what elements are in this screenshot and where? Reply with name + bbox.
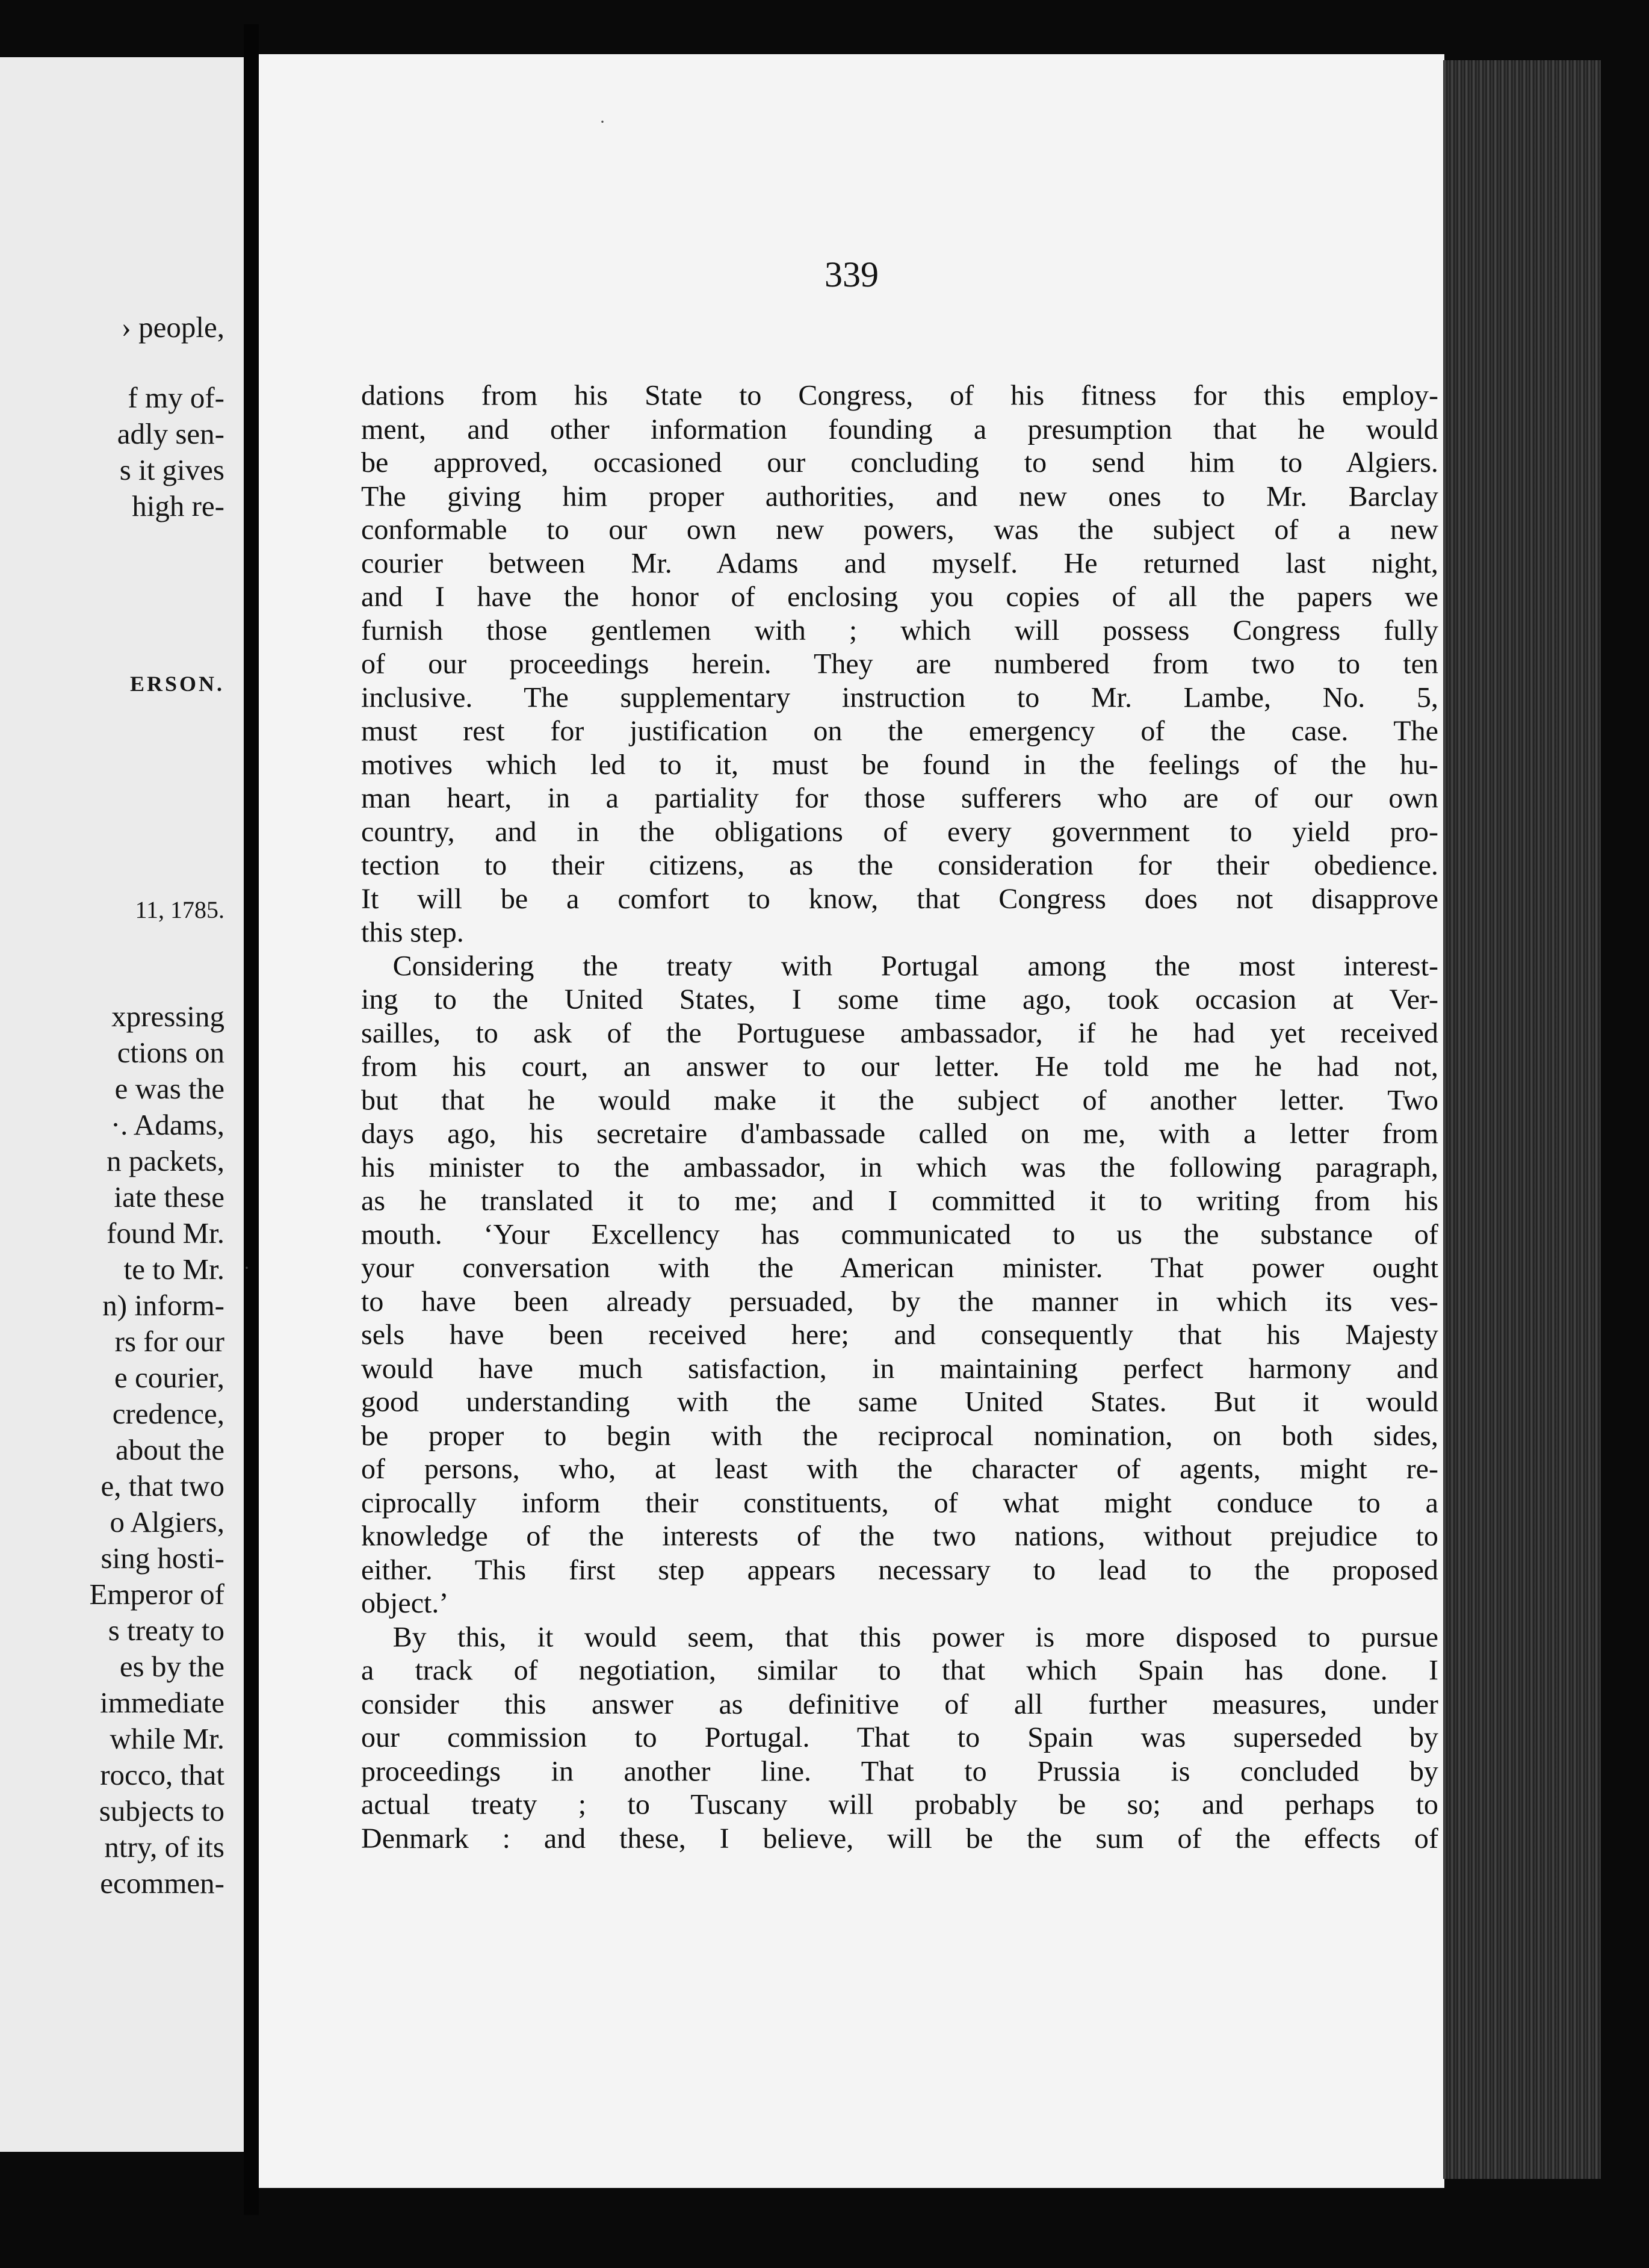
text-line: courier between Mr. Adams and myself. He returned last night, bbox=[361, 547, 1438, 580]
left-fragment: e courier, bbox=[114, 1361, 224, 1394]
text-line: our commission to Portugal. That to Spain was superseded by bbox=[361, 1721, 1438, 1753]
text-line: but that he would make it the subject of another letter. Two bbox=[361, 1084, 1438, 1116]
text-line: mouth. ‘Your Excellency has communicated to us the substance of bbox=[361, 1218, 1438, 1250]
left-fragment: while Mr. bbox=[110, 1722, 224, 1755]
text-line: country, and in the obligations of every government to yield pro- bbox=[361, 816, 1438, 848]
text-line: be proper to begin with the reciprocal nomination, on both sides, bbox=[361, 1419, 1438, 1452]
page-edge-stack bbox=[1443, 60, 1601, 2179]
text-line: Denmark : and these, I believe, will be the sum of the effects of bbox=[361, 1822, 1438, 1854]
text-line: of persons, who, at least with the character of agents, might re- bbox=[361, 1453, 1438, 1486]
body-text bbox=[361, 379, 1438, 1855]
left-fragment: iate these bbox=[114, 1180, 224, 1213]
text-line: ing to the United States, I some time ago, took occasion at Ver- bbox=[361, 984, 1438, 1015]
text-line: must rest for justification on the emergency of the case. The bbox=[361, 715, 1438, 747]
text-line: Considering the treaty with Portugal among the most interest- bbox=[392, 950, 1438, 982]
left-fragment: about the bbox=[116, 1433, 224, 1466]
left-fragment: te to Mr. bbox=[123, 1253, 224, 1286]
left-fragment: o Algiers, bbox=[110, 1505, 224, 1538]
text-line: a track of negotiation, similar to that which Spain has done. I bbox=[361, 1654, 1438, 1687]
facing-page-fragment bbox=[0, 57, 244, 2152]
text-line: furnish those gentlemen with ; which will possess Congress fully bbox=[361, 615, 1438, 646]
text-line: and I have the honor of enclosing you copies of all the papers we bbox=[361, 581, 1438, 613]
left-fragment: s it gives bbox=[119, 453, 224, 486]
paper-speck: · bbox=[244, 1258, 250, 1278]
text-line: your conversation with the American minister. That power ought bbox=[361, 1252, 1438, 1284]
left-fragment: sing hosti- bbox=[101, 1541, 224, 1575]
left-fragment: ntry, of its bbox=[104, 1830, 224, 1864]
text-line: be approved, occasioned our concluding to send him to Algiers. bbox=[361, 447, 1438, 479]
text-line: inclusive. The supplementary instruction to Mr. Lambe, No. 5, bbox=[361, 681, 1438, 714]
text-line: conformable to our own new powers, was the subject of a new bbox=[361, 513, 1438, 546]
left-fragment: e, that two bbox=[101, 1469, 224, 1502]
page-number: 339 bbox=[824, 255, 879, 294]
text-line: days ago, his secretaire d'ambassade called on me, with a letter from bbox=[361, 1118, 1438, 1150]
left-fragment: subjects to bbox=[99, 1794, 224, 1827]
left-date-fragment: 11, 1785. bbox=[135, 896, 224, 923]
left-fragment: Emperor of bbox=[89, 1578, 224, 1611]
text-line: sailles, to ask of the Portuguese ambassador, if he had yet received bbox=[361, 1017, 1438, 1049]
left-fragment: rocco, that bbox=[100, 1758, 224, 1791]
text-line: knowledge of the interests of the two nations, without prejudice to bbox=[361, 1520, 1438, 1552]
left-signature-fragment: ERSON. bbox=[129, 672, 224, 696]
text-line: man heart, in a partiality for those sufferers who are of our own bbox=[361, 782, 1438, 814]
text-line: dations from his State to Congress, of his fitness for this employ- bbox=[361, 379, 1438, 412]
left-fragment: n) inform- bbox=[102, 1289, 224, 1322]
left-fragment: es by the bbox=[119, 1650, 224, 1683]
text-line: It will be a comfort to know, that Congress does not disapprove bbox=[361, 882, 1438, 915]
left-fragment: ·. Adams, bbox=[110, 1108, 224, 1141]
text-line: proceedings in another line. That to Prussia is concluded by bbox=[361, 1755, 1438, 1787]
left-fragment: xpressing bbox=[111, 1000, 224, 1033]
left-fragment: ecommen- bbox=[100, 1867, 224, 1900]
book-page bbox=[244, 54, 1444, 2188]
text-line: as he translated it to me; and I committed it to writing from his bbox=[361, 1185, 1438, 1217]
text-line: would have much satisfaction, in maintaining perfect harmony and bbox=[361, 1352, 1438, 1384]
text-line: ment, and other information founding a presumption that he would bbox=[361, 413, 1438, 445]
text-line: from his court, an answer to our letter. He told me he had not, bbox=[361, 1050, 1438, 1083]
left-fragment: high re- bbox=[132, 489, 224, 522]
text-line: tection to their citizens, as the consideration for their obedience. bbox=[361, 849, 1438, 881]
left-fragment: ctions on bbox=[117, 1036, 224, 1069]
text-line: actual treaty ; to Tuscany will probably be so; and perhaps to bbox=[361, 1788, 1438, 1821]
left-fragment: s treaty to bbox=[108, 1614, 224, 1647]
text-line: of our proceedings herein. They are numbered from two to ten bbox=[361, 648, 1438, 680]
left-fragment: e was the bbox=[114, 1072, 224, 1105]
book-gutter bbox=[244, 24, 259, 2215]
text-line: to have been already persuaded, by the manner in which its ves- bbox=[361, 1285, 1438, 1318]
text-line: By this, it would seem, that this power is more disposed to pursue bbox=[392, 1621, 1438, 1653]
paper-speck: · bbox=[599, 112, 605, 132]
text-line: consider this answer as definitive of all further measures, under bbox=[361, 1688, 1438, 1720]
text-line: sels have been received here; and consequently that his Majesty bbox=[361, 1319, 1438, 1351]
left-fragment: › people, bbox=[121, 311, 224, 344]
text-line: motives which led to it, must be found in the feelings of the hu- bbox=[361, 749, 1438, 781]
left-fragment: rs for our bbox=[114, 1325, 224, 1358]
left-fragment: f my of- bbox=[128, 381, 224, 414]
left-fragment: credence, bbox=[112, 1397, 224, 1430]
left-fragment: n packets, bbox=[107, 1144, 224, 1177]
text-line: this step. bbox=[361, 916, 464, 949]
text-line: object.’ bbox=[361, 1587, 449, 1620]
text-line: either. This first step appears necessary to lead to the proposed bbox=[361, 1554, 1438, 1586]
text-line: his minister to the ambassador, in which was the following paragraph, bbox=[361, 1151, 1438, 1183]
text-line: ciprocally inform their constituents, of what might conduce to a bbox=[361, 1487, 1438, 1519]
text-line: The giving him proper authorities, and new ones to Mr. Barclay bbox=[361, 480, 1438, 512]
left-fragment: found Mr. bbox=[107, 1216, 224, 1250]
text-line: good understanding with the same United States. But it would bbox=[361, 1386, 1438, 1418]
left-fragment: immediate bbox=[100, 1686, 224, 1719]
left-fragment: adly sen- bbox=[117, 417, 224, 450]
